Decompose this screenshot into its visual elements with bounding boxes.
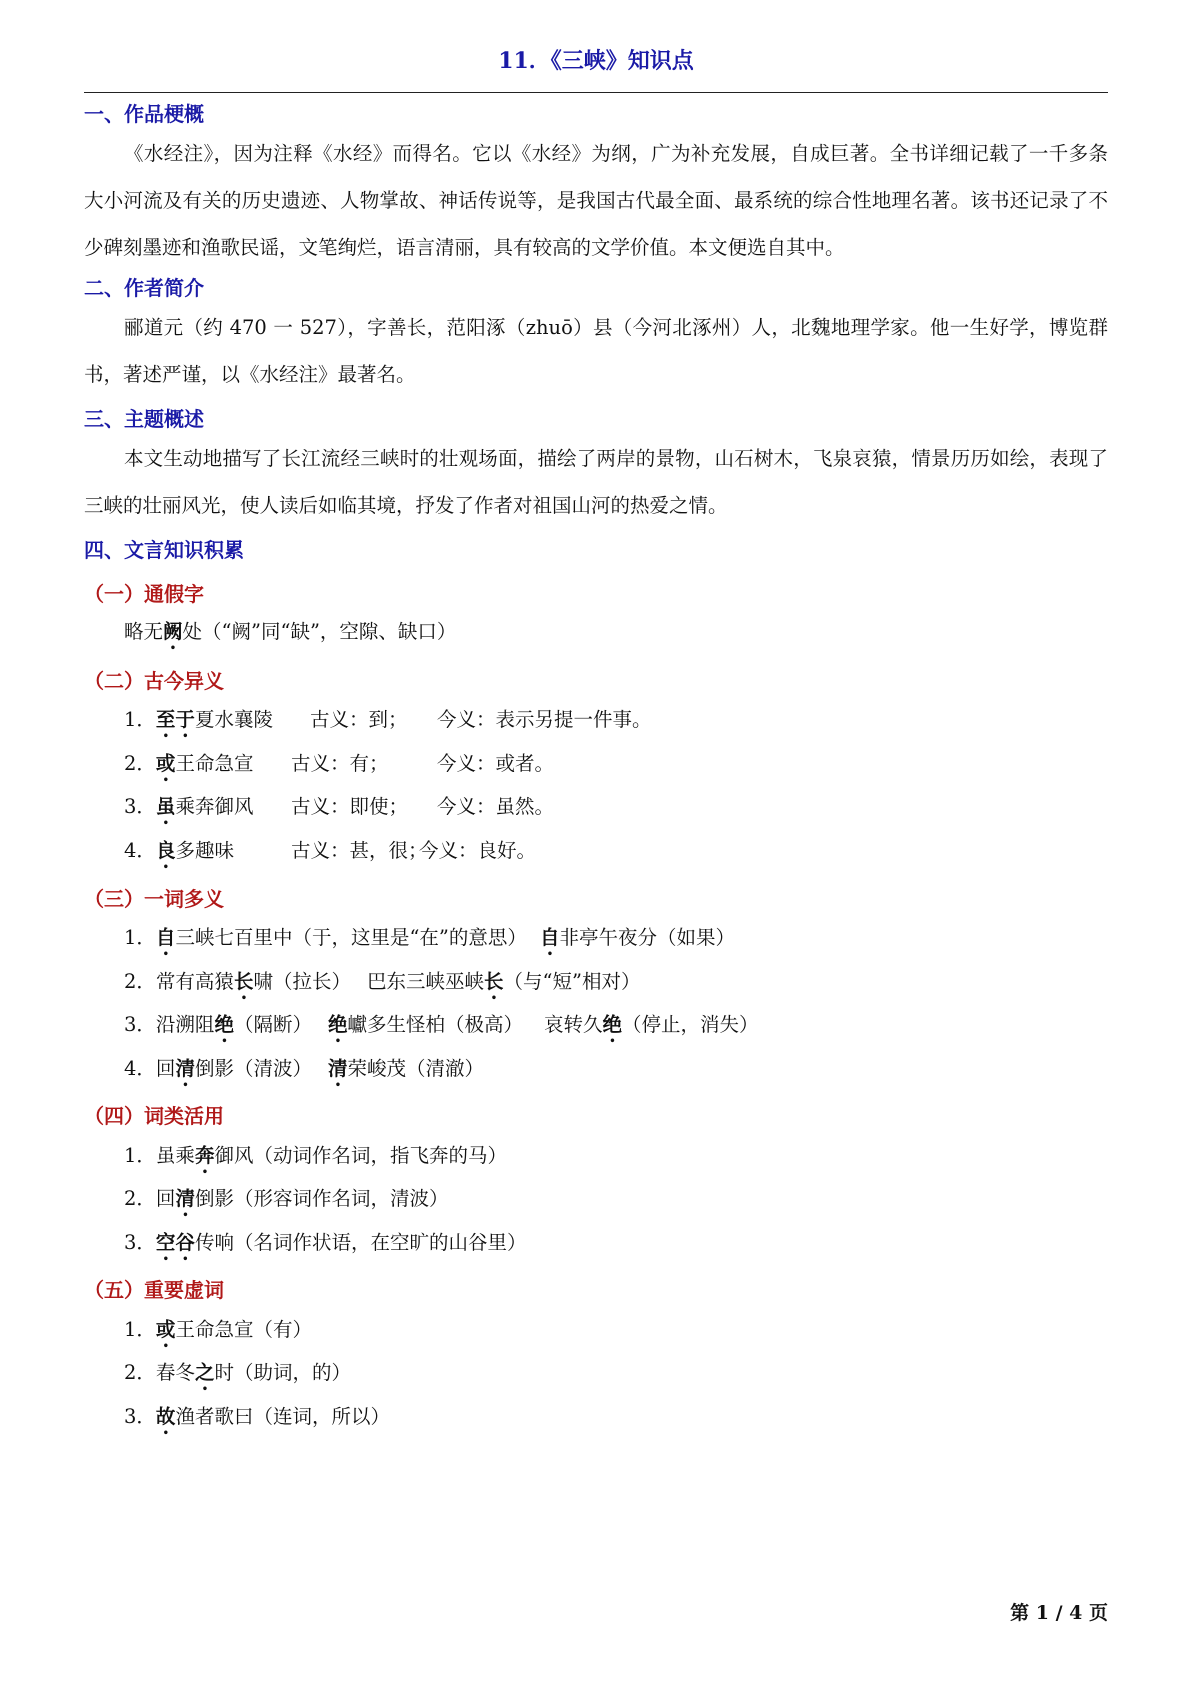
section-heading-summary: 一、作品梗概	[84, 102, 204, 126]
cilei-item	[124, 1140, 507, 1178]
usage-pre: 沿溯阻	[155, 1013, 215, 1036]
item-number: 2．	[124, 970, 156, 993]
usage-text: 倒影（清波）	[194, 1057, 312, 1080]
key-word: 绝	[328, 1013, 348, 1036]
key-word: 或	[155, 752, 176, 775]
phrase-pre: 春冬	[155, 1361, 195, 1384]
subheading-yici: （三）一词多义	[84, 887, 224, 911]
usage-group	[540, 922, 735, 960]
modern-meaning: 今义：表示另提一件事。	[437, 708, 652, 731]
key-word: 自	[540, 926, 560, 949]
usage-pre: 回	[155, 1057, 176, 1080]
usage-group	[328, 1009, 523, 1047]
summary-paragraph: 《水经注》，因为注释《水经》而得名。它以《水经》为纲，广为补充发展，自成巨著。全书详细记载了一千多条大小河流及有关的历史遗迹、人物掌故、神话传说等，是我国古代最全面、最系统的综合性地理名著。该书还记录了不少碑刻墨迹和渔歌民谣，文笔绚烂，语言清丽，具有较高的文学价值。本文便选自其中。	[84, 142, 1108, 259]
phrase-rest: 夏水襄陵	[194, 708, 273, 731]
item-number: 4．	[124, 1057, 156, 1080]
key-word: 绝	[214, 1013, 234, 1036]
item-number: 1．	[124, 1144, 156, 1167]
phrase-note: 倒影（形容词作名词，清波）	[194, 1187, 449, 1210]
item-number: 2．	[124, 1187, 156, 1210]
item-number: 4．	[124, 839, 156, 862]
section-heading-author: 二、作者简介	[84, 276, 204, 300]
key-word: 清	[328, 1057, 348, 1080]
key-word: 空谷	[155, 1231, 195, 1254]
key-word: 奔	[194, 1144, 215, 1167]
phrase-pre: 虽乘	[155, 1144, 195, 1167]
usage-text: 非亭午夜分（如果）	[559, 926, 736, 949]
gujin-item	[124, 791, 555, 829]
subheading-tongjia: （一）通假字	[84, 582, 204, 606]
document-page	[84, 0, 1108, 1682]
usage-pre: 哀转久	[544, 1013, 603, 1036]
phrase-note: 王命急宣（有）	[175, 1318, 312, 1341]
cilei-item	[124, 1227, 526, 1265]
usage-text: （隔断）	[233, 1013, 312, 1036]
yici-item	[124, 1009, 759, 1047]
item-number: 3．	[124, 1405, 156, 1428]
item-number: 2．	[124, 752, 156, 775]
phrase-note: 传响（名词作状语，在空旷的山谷里）	[194, 1231, 527, 1254]
usage-text: （停止，消失）	[622, 1013, 759, 1036]
key-word: 清	[175, 1057, 195, 1080]
key-word: 之	[194, 1361, 215, 1384]
page-title: 11．《三峡》知识点	[498, 48, 694, 74]
xuci-item	[124, 1314, 312, 1352]
subheading-cilei: （四）词类活用	[84, 1104, 224, 1128]
key-word: 长	[233, 970, 254, 993]
usage-text: 啸（拉长）	[253, 970, 351, 993]
subheading-xuci: （五）重要虚词	[84, 1278, 224, 1302]
ancient-meaning: 古义：即使；	[291, 795, 409, 818]
yici-item	[124, 922, 736, 960]
cilei-item	[124, 1183, 448, 1221]
item-number: 1．	[124, 926, 156, 949]
ancient-meaning: 古义：有；	[291, 752, 389, 775]
gujin-item	[124, 704, 652, 742]
page-number: 第 1 / 4 页	[1010, 1602, 1108, 1624]
ancient-meaning: 古义：甚，很；	[291, 839, 428, 862]
phrase-pre: 回	[155, 1187, 176, 1210]
key-word: 绝	[602, 1013, 623, 1036]
xuci-item	[124, 1357, 351, 1395]
item-number: 3．	[124, 795, 156, 818]
usage-text: （与“短”相对）	[503, 970, 641, 993]
modern-meaning: 今义：或者。	[437, 752, 555, 775]
modern-meaning: 今义：虽然。	[437, 795, 555, 818]
tongjia-key-char: 阙	[163, 620, 183, 643]
phrase-rest: 多趣味	[175, 839, 234, 862]
item-number: 3．	[124, 1231, 156, 1254]
usage-text: 三峡七百里中（于，这里是“在”的意思）	[175, 926, 527, 949]
tongjia-pre: 略无	[124, 620, 164, 643]
phrase-rest: 乘奔御风	[175, 795, 254, 818]
theme-paragraph: 本文生动地描写了长江流经三峡时的壮观场面，描绘了两岸的景物，山石树木，飞泉哀猿，情景历历如绘，表现了三峡的壮丽风光，使人读后如临其境，抒发了作者对祖国山河的热爱之情。	[84, 447, 1108, 517]
section-heading-theme: 三、主题概述	[84, 407, 204, 431]
item-number: 1．	[124, 1318, 156, 1341]
key-word: 故	[155, 1405, 176, 1428]
title-divider	[84, 92, 1108, 93]
item-number: 2．	[124, 1361, 156, 1384]
key-word: 虽	[155, 795, 176, 818]
item-number: 1．	[124, 708, 156, 731]
ancient-meaning: 古义：到；	[310, 708, 408, 731]
usage-pre: 巴东三峡巫峡	[367, 970, 485, 993]
key-word: 至于	[155, 708, 195, 731]
usage-text: 荣峻茂（清澈）	[347, 1057, 485, 1080]
phrase-note: 时（助词，的）	[214, 1361, 351, 1384]
gujin-item	[124, 748, 555, 786]
key-word: 自	[155, 926, 176, 949]
usage-group	[367, 966, 640, 1004]
usage-group	[328, 1053, 484, 1091]
subheading-gujin: （二）古今异义	[84, 669, 224, 693]
key-word: 长	[484, 970, 504, 993]
phrase-note: 御风（动词作名词，指飞奔的马）	[214, 1144, 507, 1167]
gujin-item	[124, 835, 537, 873]
tongjia-item	[124, 616, 456, 654]
tongjia-note: 处（“阙”同“缺”，空隙、缺口）	[182, 620, 457, 643]
item-number: 3．	[124, 1013, 156, 1036]
xuci-item	[124, 1401, 390, 1439]
modern-meaning: 今义：良好。	[419, 839, 537, 862]
key-word: 清	[175, 1187, 195, 1210]
usage-pre: 常有高猿	[155, 970, 234, 993]
section-heading-classical: 四、文言知识积累	[84, 538, 244, 562]
key-word: 或	[155, 1318, 176, 1341]
phrase-note: 渔者歌曰（连词，所以）	[175, 1405, 390, 1428]
yici-item	[124, 1053, 485, 1091]
phrase-rest: 王命急宣	[175, 752, 254, 775]
author-paragraph: 郦道元（约 470 一 527），字善长，范阳涿（zhuō）县（今河北涿州）人，北魏地理学家。他一生好学，博览群书，著述严谨，以《水经注》最著名。	[84, 316, 1108, 386]
yici-item	[124, 966, 641, 1004]
usage-text: 巘多生怪柏（极高）	[347, 1013, 524, 1036]
key-word: 良	[155, 839, 176, 862]
usage-group	[544, 1009, 759, 1047]
